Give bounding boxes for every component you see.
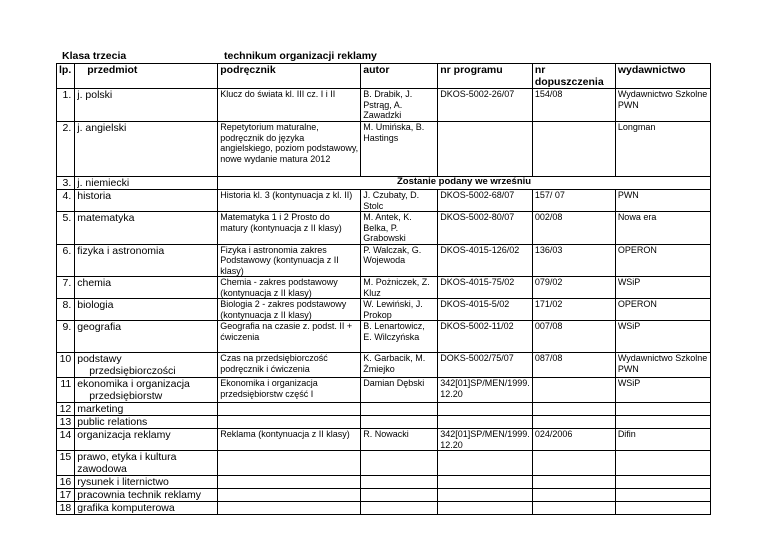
textbook-cell bbox=[218, 451, 361, 476]
publisher-cell: Wydawnictwo Szkolne PWN bbox=[615, 89, 710, 122]
header-lp: lp. bbox=[57, 64, 75, 89]
announcement-note: Zostanie podany we wrześniu bbox=[218, 177, 711, 190]
publisher-cell: OPERON bbox=[615, 299, 710, 321]
publisher-cell: WSiP bbox=[615, 321, 710, 353]
textbook-cell: Fizyka i astronomia zakres Podstawowy (kontynuacja z II klasy) bbox=[218, 244, 361, 277]
publisher-cell: Difin bbox=[615, 429, 710, 451]
subject-cell: prawo, etyka i kultura zawodowa bbox=[75, 451, 218, 476]
table-row bbox=[57, 416, 711, 429]
school-type-title: technikum organizacji reklamy bbox=[224, 50, 377, 62]
author-cell: B. Drabik, J. Pstrąg, A. Zawadzki bbox=[361, 89, 438, 122]
textbook-cell: Chemia - zakres podstawowy (kontynuacja z II klasy) bbox=[218, 277, 361, 299]
publisher-cell: WSiP bbox=[615, 277, 710, 299]
header-publisher: wydawnictwo bbox=[615, 64, 710, 89]
row-number: 6. bbox=[57, 244, 75, 277]
program-cell: DKOS-4015-75/02 bbox=[438, 277, 533, 299]
row-number: 9. bbox=[57, 321, 75, 353]
textbook-cell: Reklama (kontynuacja z II klasy) bbox=[218, 429, 361, 451]
row-number: 13 bbox=[57, 416, 75, 429]
table-row bbox=[57, 429, 711, 451]
approval-cell bbox=[532, 489, 615, 502]
publisher-cell: WSiP bbox=[615, 378, 710, 403]
row-number: 14 bbox=[57, 429, 75, 451]
program-cell: DKOS-4015-5/02 bbox=[438, 299, 533, 321]
publisher-cell bbox=[615, 489, 710, 502]
header-row bbox=[57, 64, 711, 89]
textbook-cell bbox=[218, 502, 361, 515]
subject-cell bbox=[75, 353, 218, 378]
subject-line: ekonomika i organizacja bbox=[77, 378, 190, 390]
program-cell: DKOS-5002-68/07 bbox=[438, 190, 533, 212]
program-cell: DKOS-5002-80/07 bbox=[438, 212, 533, 245]
subject-cell: geografia bbox=[75, 321, 218, 353]
subject-line: przedsiębiorczości bbox=[89, 365, 176, 377]
textbook-cell: Matematyka 1 i 2 Prosto do matury (kontynuacja z II klasy) bbox=[218, 212, 361, 245]
program-cell bbox=[438, 416, 533, 429]
approval-cell: 087/08 bbox=[532, 353, 615, 378]
table-row bbox=[57, 244, 711, 277]
subject-line: podstawy bbox=[77, 353, 122, 365]
program-cell bbox=[438, 489, 533, 502]
table-row bbox=[57, 353, 711, 378]
textbook-cell bbox=[218, 403, 361, 416]
subject-cell: j. niemiecki bbox=[75, 177, 218, 190]
author-cell: R. Nowacki bbox=[361, 429, 438, 451]
subject-cell: matematyka bbox=[75, 212, 218, 245]
row-number: 4. bbox=[57, 190, 75, 212]
row-number: 10 bbox=[57, 353, 75, 378]
textbook-cell bbox=[218, 476, 361, 489]
row-number: 11 bbox=[57, 378, 75, 403]
textbook-cell: Biologia 2 - zakres podstawowy (kontynuacja z II klasy) bbox=[218, 299, 361, 321]
program-cell bbox=[438, 122, 533, 177]
row-number: 17 bbox=[57, 489, 75, 502]
subject-cell: grafika komputerowa bbox=[75, 502, 218, 515]
approval-cell bbox=[532, 476, 615, 489]
row-number: 16 bbox=[57, 476, 75, 489]
row-number: 12 bbox=[57, 403, 75, 416]
textbook-cell: Klucz do świata kl. III cz. I i II bbox=[218, 89, 361, 122]
table-row bbox=[57, 321, 711, 353]
table-row bbox=[57, 89, 711, 122]
table-row bbox=[57, 451, 711, 476]
row-number: 8. bbox=[57, 299, 75, 321]
subject-cell: marketing bbox=[75, 403, 218, 416]
table-row bbox=[57, 212, 711, 245]
approval-cell: 171/02 bbox=[532, 299, 615, 321]
program-cell: DKOS-5002-11/02 bbox=[438, 321, 533, 353]
subject-cell: fizyka i astronomia bbox=[75, 244, 218, 277]
approval-cell bbox=[532, 403, 615, 416]
approval-cell: 002/08 bbox=[532, 212, 615, 245]
approval-cell bbox=[532, 122, 615, 177]
row-number: 15 bbox=[57, 451, 75, 476]
approval-cell bbox=[532, 502, 615, 515]
approval-cell: 079/02 bbox=[532, 277, 615, 299]
table-row bbox=[57, 122, 711, 177]
author-cell bbox=[361, 502, 438, 515]
table-row bbox=[57, 502, 711, 515]
author-cell bbox=[361, 403, 438, 416]
subject-cell: rysunek i liternictwo bbox=[75, 476, 218, 489]
author-cell: M. Umińska, B. Hastings bbox=[361, 122, 438, 177]
row-number: 2. bbox=[57, 122, 75, 177]
publisher-cell bbox=[615, 416, 710, 429]
header-author: autor bbox=[361, 64, 438, 89]
row-number: 7. bbox=[57, 277, 75, 299]
subject-cell: biologia bbox=[75, 299, 218, 321]
publisher-cell: Wydawnictwo Szkolne PWN bbox=[615, 353, 710, 378]
class-title: Klasa trzecia bbox=[62, 50, 127, 62]
header-program: nr programu bbox=[438, 64, 533, 89]
author-cell: W. Lewiński, J. Prokop bbox=[361, 299, 438, 321]
author-cell: J. Czubaty, D. Stolc bbox=[361, 190, 438, 212]
author-cell: K. Garbacik, M. Żmiejko bbox=[361, 353, 438, 378]
table-row bbox=[57, 378, 711, 403]
approval-cell: 024/2006 bbox=[532, 429, 615, 451]
approval-cell bbox=[532, 416, 615, 429]
table-row bbox=[57, 177, 711, 190]
program-cell: DKOS-5002-26/07 bbox=[438, 89, 533, 122]
row-number: 3. bbox=[57, 177, 75, 190]
subject-cell: chemia bbox=[75, 277, 218, 299]
program-cell: 342[01]SP/MEN/1999. 12.20 bbox=[438, 429, 533, 451]
publisher-cell: Nowa era bbox=[615, 212, 710, 245]
subject-cell: public relations bbox=[75, 416, 218, 429]
author-cell: P. Walczak, G. Wojewoda bbox=[361, 244, 438, 277]
publisher-cell bbox=[615, 403, 710, 416]
approval-cell: 157/ 07 bbox=[532, 190, 615, 212]
subject-cell: organizacja reklamy bbox=[75, 429, 218, 451]
author-cell bbox=[361, 451, 438, 476]
publisher-cell bbox=[615, 476, 710, 489]
author-cell: Damian Dębski bbox=[361, 378, 438, 403]
author-cell: B. Lenartowicz, E. Wilczyńska bbox=[361, 321, 438, 353]
author-cell: M. Pożniczek, Z. Kluz bbox=[361, 277, 438, 299]
table-row bbox=[57, 489, 711, 502]
program-cell: DKOS-4015-126/02 bbox=[438, 244, 533, 277]
subject-cell: j. angielski bbox=[75, 122, 218, 177]
publisher-cell bbox=[615, 502, 710, 515]
row-number: 18 bbox=[57, 502, 75, 515]
approval-cell bbox=[532, 378, 615, 403]
table-row bbox=[57, 190, 711, 212]
author-cell: M. Antek, K. Belka, P. Grabowski bbox=[361, 212, 438, 245]
author-cell bbox=[361, 489, 438, 502]
author-cell bbox=[361, 416, 438, 429]
publisher-cell bbox=[615, 451, 710, 476]
table-row bbox=[57, 403, 711, 416]
subject-cell: historia bbox=[75, 190, 218, 212]
subject-cell: j. polski bbox=[75, 89, 218, 122]
publisher-cell: Longman bbox=[615, 122, 710, 177]
publisher-cell: PWN bbox=[615, 190, 710, 212]
subject-cell: pracownia technik reklamy bbox=[75, 489, 218, 502]
table-row bbox=[57, 299, 711, 321]
row-number: 5. bbox=[57, 212, 75, 245]
textbook-cell: Czas na przedsiębiorczość podręcznik i ćwiczenia bbox=[218, 353, 361, 378]
textbook-cell: Geografia na czasie z. podst. II + ćwiczenia bbox=[218, 321, 361, 353]
program-cell bbox=[438, 451, 533, 476]
header-textbook: podręcznik bbox=[218, 64, 361, 89]
program-cell bbox=[438, 502, 533, 515]
textbook-table bbox=[56, 63, 711, 515]
program-cell bbox=[438, 403, 533, 416]
textbook-cell bbox=[218, 489, 361, 502]
program-cell: DOKS-5002/75/07 bbox=[438, 353, 533, 378]
row-number: 1. bbox=[57, 89, 75, 122]
program-cell bbox=[438, 476, 533, 489]
textbook-cell bbox=[218, 416, 361, 429]
program-cell: 342[01]SP/MEN/1999. 12.20 bbox=[438, 378, 533, 403]
table-row bbox=[57, 277, 711, 299]
approval-cell: 136/03 bbox=[532, 244, 615, 277]
author-cell bbox=[361, 476, 438, 489]
header-subject: przedmiot bbox=[75, 64, 218, 89]
textbook-cell: Ekonomika i organizacja przedsiębiorstw część I bbox=[218, 378, 361, 403]
approval-cell bbox=[532, 451, 615, 476]
header-approval: nr dopuszczenia bbox=[532, 64, 615, 89]
textbook-cell: Historia kl. 3 (kontynuacja z kl. II) bbox=[218, 190, 361, 212]
textbook-cell: Repetytorium maturalne, podręcznik do języka angielskiego, poziom podstawowy, nowe wydanie matura 2012 bbox=[218, 122, 361, 177]
table-row bbox=[57, 476, 711, 489]
publisher-cell: OPERON bbox=[615, 244, 710, 277]
subject-line: przedsiębiorstw bbox=[89, 390, 163, 402]
approval-cell: 007/08 bbox=[532, 321, 615, 353]
subject-cell bbox=[75, 378, 218, 403]
approval-cell: 154/08 bbox=[532, 89, 615, 122]
